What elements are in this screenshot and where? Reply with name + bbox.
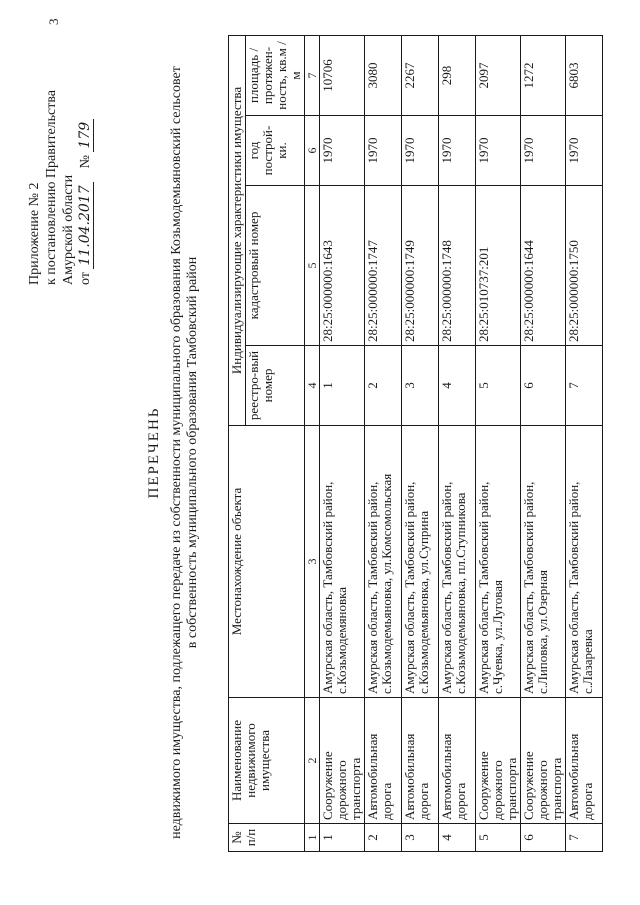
header-characteristics-group: Индивидуализирующие характеристики имущества xyxy=(229,35,246,425)
cell-number: 5 xyxy=(476,824,521,852)
table-row xyxy=(521,35,566,851)
column-index: 2 xyxy=(305,698,320,824)
cell-cadastral: 28:25:000000:1643 xyxy=(320,186,365,346)
header-name: Наименование недвижимого имущества xyxy=(229,698,305,824)
column-index: 1 xyxy=(305,824,320,852)
cell-cadastral: 28:25:000000:1747 xyxy=(365,186,402,346)
cell-cadastral: 28:25:000000:1644 xyxy=(521,186,566,346)
page-number: 3 xyxy=(46,18,61,25)
cell-name: Автомобильная дорога xyxy=(566,698,603,824)
cell-name: Сооружение дорожного транспорта xyxy=(320,698,365,824)
column-index: 4 xyxy=(305,346,320,426)
cell-number: 4 xyxy=(439,824,476,852)
cell-registry: 5 xyxy=(476,346,521,426)
property-table xyxy=(228,35,603,852)
cell-area: 2267 xyxy=(402,35,439,115)
header-number: № п/п xyxy=(229,824,305,852)
cell-name: Автомобильная дорога xyxy=(439,698,476,824)
table-row xyxy=(439,35,476,851)
column-index: 3 xyxy=(305,426,320,698)
document-title: ПЕРЕЧЕНЬ xyxy=(146,406,162,499)
cell-number: 1 xyxy=(320,824,365,852)
header-location: Местонахождение объекта xyxy=(229,426,305,698)
cell-area: 1272 xyxy=(521,35,566,115)
table-row xyxy=(402,35,439,851)
cell-year: 1970 xyxy=(320,116,365,186)
cell-name: Сооружение дорожного транспорта xyxy=(476,698,521,824)
cell-registry: 6 xyxy=(521,346,566,426)
header-registry-number: реестро-вый номер xyxy=(246,346,305,426)
cell-location: Амурская область, Тамбовский район, с.Чуевка, ул.Луговая xyxy=(476,426,521,698)
cell-year: 1970 xyxy=(439,116,476,186)
cell-registry: 7 xyxy=(566,346,603,426)
appendix-date-line xyxy=(77,45,94,285)
column-number-row xyxy=(305,35,320,851)
cell-name: Сооружение дорожного транспорта xyxy=(521,698,566,824)
appendix-line-3: Амурской области xyxy=(61,174,76,285)
appendix-line-1: Приложение № 2 xyxy=(27,182,42,285)
cell-registry: 1 xyxy=(320,346,365,426)
cell-number: 3 xyxy=(402,824,439,852)
cell-number: 6 xyxy=(521,824,566,852)
cell-year: 1970 xyxy=(566,116,603,186)
column-index: 5 xyxy=(305,186,320,346)
column-index: 7 xyxy=(305,35,320,115)
cell-name: Автомобильная дорога xyxy=(365,698,402,824)
table-row xyxy=(320,35,365,851)
date-prefix: от xyxy=(78,272,93,285)
cell-cadastral: 28:25:000000:1748 xyxy=(439,186,476,346)
cell-location: Амурская область, Тамбовский район, с.Козьмодемьяновка, ул.Суприна xyxy=(402,426,439,698)
cell-cadastral: 28:25:010737:201 xyxy=(476,186,521,346)
cell-location: Амурская область, Тамбовский район, с.Козьмодемяновка xyxy=(320,426,365,698)
cell-area: 6803 xyxy=(566,35,603,115)
cell-name: Автомобильная дорога xyxy=(402,698,439,824)
cell-cadastral: 28:25:000000:1750 xyxy=(566,186,603,346)
handwritten-number: 179 xyxy=(77,119,94,152)
cell-number: 2 xyxy=(365,824,402,852)
cell-area: 3080 xyxy=(365,35,402,115)
cell-year: 1970 xyxy=(476,116,521,186)
cell-registry: 3 xyxy=(402,346,439,426)
table-row xyxy=(365,35,402,851)
cell-location: Амурская область, Тамбовский район, с.Козьмодемьяновка, пл.Ступникова xyxy=(439,426,476,698)
cell-location: Амурская область, Тамбовский район, с.Лазаревка xyxy=(566,426,603,698)
cell-location: Амурская область, Тамбовский район, с.Липовка, ул.Озерная xyxy=(521,426,566,698)
cell-number: 7 xyxy=(566,824,603,852)
document-subtitle-1: недвижимого имущества, подлежащего передаче из собственности муниципального образования Козьмодемьяновский сельсовет xyxy=(169,66,184,839)
header-cadastral-number: кадастровый номер xyxy=(246,186,305,346)
header-year: год построй-ки. xyxy=(246,116,305,186)
cell-location: Амурская область, Тамбовский район, с.Козьмодемьяновка, ул.Комсомольская xyxy=(365,426,402,698)
cell-registry: 4 xyxy=(439,346,476,426)
number-prefix: № xyxy=(78,155,93,169)
cell-registry: 2 xyxy=(365,346,402,426)
header-area: площадь / протяжен-ность, кв.м / м xyxy=(246,35,305,115)
cell-year: 1970 xyxy=(521,116,566,186)
cell-year: 1970 xyxy=(365,116,402,186)
appendix-block xyxy=(26,45,94,285)
cell-area: 2097 xyxy=(476,35,521,115)
title-block xyxy=(146,0,201,905)
cell-area: 298 xyxy=(439,35,476,115)
table-row xyxy=(566,35,603,851)
document-subtitle-2: в собственность муниципального образования Тамбовский район xyxy=(185,256,200,649)
cell-area: 10706 xyxy=(320,35,365,115)
cell-year: 1970 xyxy=(402,116,439,186)
appendix-line-2: к постановлению Правительства xyxy=(44,89,59,285)
cell-cadastral: 28:25:000000:1749 xyxy=(402,186,439,346)
handwritten-date: 11.04.2017 xyxy=(77,182,94,268)
column-index: 6 xyxy=(305,116,320,186)
table-row xyxy=(476,35,521,851)
